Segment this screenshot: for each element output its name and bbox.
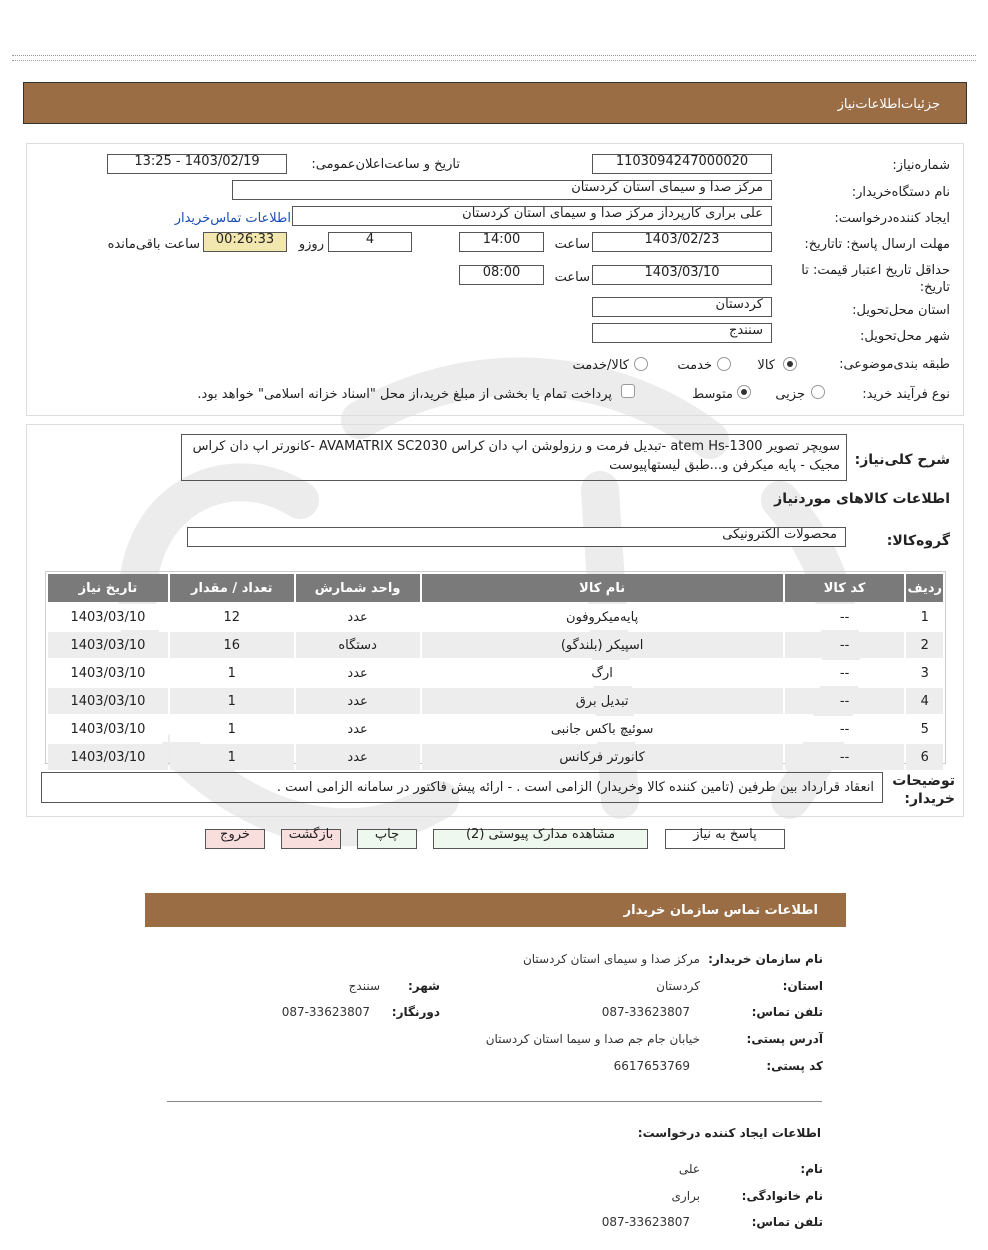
need-number-label: شماره‌نیاز:: [892, 158, 950, 173]
print-button[interactable]: چاپ: [357, 829, 417, 849]
category-label: طبقه بندی‌موضوعی:: [839, 357, 950, 372]
creator-name-label: نام:: [800, 1162, 823, 1176]
category-goods-label: کالا: [757, 358, 775, 373]
table-row: [48, 744, 943, 770]
contact-org-label: نام سازمان خریدار:: [708, 952, 823, 966]
city-field: سنندج: [592, 323, 772, 343]
cell-name: کانورتر فرکانس: [422, 744, 783, 770]
contact-phone-value: 087-33623807: [601, 1005, 690, 1019]
contact-title: اطلاعات تماس سازمان خریدار: [623, 903, 818, 918]
cell-name: تبدیل برق: [422, 688, 783, 714]
cell-qty: 1: [170, 688, 294, 714]
cell-code: --: [785, 688, 905, 714]
contact-fax-label: دورنگار:: [391, 1005, 440, 1019]
contact-city-label: شهر:: [408, 979, 440, 993]
goods-table-frame: [45, 571, 946, 764]
cell-code: --: [785, 632, 905, 658]
cell-date: 1403/03/10: [48, 716, 168, 742]
contact-phone-label: تلفن تماس:: [751, 1005, 823, 1019]
cell-qty: 1: [170, 716, 294, 742]
table-row: [48, 660, 943, 686]
days-label: روزو: [298, 237, 324, 252]
remaining-label: ساعت باقی‌مانده: [107, 237, 200, 252]
cell-unit: عدد: [296, 716, 420, 742]
category-both-radio[interactable]: [634, 357, 648, 371]
description-field: سویچر تصویر atem Hs-1300 -تبدیل فرمت و رزولوشن اپ دان کراس AVAMATRIX SC2030 -کانورتر اپ دان کراس مجیک - پایه میکرفن و...طبق لیستهاپیوست: [181, 434, 847, 481]
col-unit: واحد شمارش: [296, 574, 420, 602]
cell-name: سوئیچ باکس جانبی: [422, 716, 783, 742]
col-qty: تعداد / مقدار: [170, 574, 294, 602]
creator-phone-label: تلفن تماس:: [751, 1215, 823, 1229]
cell-row: 1: [906, 604, 943, 630]
cell-name: اسپیکر (بلندگو): [422, 632, 783, 658]
col-code: کد کالا: [785, 574, 905, 602]
exit-button[interactable]: خروج: [205, 829, 265, 849]
contact-postal-value: 6617653769: [613, 1059, 690, 1073]
contact-province-label: استان:: [782, 979, 823, 993]
province-field: کردستان: [592, 297, 772, 317]
creator-family-value: براری: [671, 1189, 700, 1203]
deadline-time-field: 14:00: [459, 232, 544, 252]
section-divider: [167, 1101, 822, 1102]
cell-row: 5: [906, 716, 943, 742]
creator-family-label: نام خانوادگی:: [741, 1189, 823, 1203]
reply-button[interactable]: پاسخ به نیاز: [665, 829, 785, 849]
contact-address-label: آدرس پستی:: [746, 1032, 823, 1046]
cell-unit: دستگاه: [296, 632, 420, 658]
announce-label: تاریخ و ساعت‌اعلان‌عمومی:: [311, 157, 460, 172]
cell-qty: 1: [170, 744, 294, 770]
col-date: تاریخ نیاز: [48, 574, 168, 602]
cell-row: 6: [906, 744, 943, 770]
goods-table: [46, 572, 945, 772]
buyer-org-field: مرکز صدا و سیمای استان کردستان: [232, 180, 772, 200]
process-medium-label: متوسط: [692, 387, 733, 402]
contact-address-value: خیابان جام جم صدا و سیما استان کردستان: [485, 1032, 700, 1046]
cell-code: --: [785, 604, 905, 630]
category-goods-radio[interactable]: [783, 357, 797, 371]
cell-row: 3: [906, 660, 943, 686]
contact-province-value: کردستان: [656, 979, 700, 993]
process-medium-radio[interactable]: [737, 385, 751, 399]
category-both-label: کالا/خدمت: [572, 358, 629, 373]
process-minor-label: جزیی: [775, 387, 805, 402]
cell-row: 2: [906, 632, 943, 658]
creator-info-title: اطلاعات ایجاد کننده درخواست:: [637, 1126, 821, 1140]
cell-date: 1403/03/10: [48, 604, 168, 630]
province-label: استان محل‌تحویل:: [852, 303, 950, 318]
creator-field: علی براری کارپرداز مرکز صدا و سیمای استان کردستان: [292, 206, 772, 226]
table-row: [48, 688, 943, 714]
creator-phone-value: 087-33623807: [601, 1215, 690, 1229]
creator-label: ایجاد کننده‌درخواست:: [834, 211, 950, 226]
col-name: نام کالا: [422, 574, 783, 602]
table-row: [48, 604, 943, 630]
days-field: 4: [328, 232, 412, 252]
table-row: [48, 716, 943, 742]
deadline-date-field: 1403/02/23: [592, 232, 772, 252]
validity-time-label: ساعت: [554, 270, 590, 285]
cell-unit: عدد: [296, 660, 420, 686]
validity-time-field: 08:00: [459, 265, 544, 285]
contact-fax-value: 087-33623807: [281, 1005, 370, 1019]
cell-unit: عدد: [296, 688, 420, 714]
back-button[interactable]: بازگشت: [281, 829, 341, 849]
creator-name-value: علی: [678, 1162, 700, 1176]
cell-date: 1403/03/10: [48, 660, 168, 686]
description-label: شرح کلی‌نیاز:: [854, 452, 950, 468]
goods-group-field: محصولات الکترونیکی: [187, 527, 846, 547]
cell-row: 4: [906, 688, 943, 714]
buyer-notes-label: توضیحات خریدار:: [892, 773, 955, 807]
attachments-button[interactable]: مشاهده مدارک پیوستی (2): [433, 829, 648, 849]
cell-name: ارگ: [422, 660, 783, 686]
category-service-label: خدمت: [677, 358, 712, 373]
table-row: [48, 632, 943, 658]
treasury-payment-note: پرداخت تمام یا بخشی از مبلغ خرید،از محل "اسناد خزانه اسلامی" خواهد بود.: [197, 387, 612, 402]
cell-name: پایه‌میکروفون: [422, 604, 783, 630]
deadline-time-label: ساعت: [554, 237, 590, 252]
process-label: نوع فرآیند خرید:: [862, 387, 950, 402]
cell-qty: 12: [170, 604, 294, 630]
top-divider: [12, 55, 976, 61]
contact-postal-label: کد پستی:: [766, 1059, 823, 1073]
buyer-contact-link[interactable]: اطلاعات تماس‌خریدار: [174, 211, 291, 226]
contact-city-value: سنندج: [348, 979, 380, 993]
contact-org-value: مرکز صدا و سیمای استان کردستان: [522, 952, 700, 966]
buyer-org-label: نام دستگاه‌خریدار:: [851, 185, 950, 200]
deadline-label: مهلت ارسال پاسخ: تاتاریخ:: [804, 237, 950, 252]
validity-label: حداقل تاریخ اعتبار قیمت: تا تاریخ:: [801, 263, 950, 295]
treasury-payment-checkbox[interactable]: [621, 384, 635, 398]
goods-title: اطلاعات کالاهای موردنیاز: [774, 491, 950, 507]
goods-group-label: گروه‌کالا:: [886, 533, 950, 549]
need-number-field: 1103094247000020: [592, 154, 772, 174]
remaining-time-field: 00:26:33: [203, 232, 287, 252]
cell-unit: عدد: [296, 744, 420, 770]
cell-qty: 16: [170, 632, 294, 658]
buyer-notes-field: انعقاد قرارداد بین طرفین (تامین کننده کالا وخریدار) الزامی است . - ارائه پیش فاکتور در سامانه الزامی است .: [41, 772, 883, 803]
announce-field: 1403/02/19 - 13:25: [107, 154, 287, 174]
page-header: [23, 82, 967, 124]
cell-unit: عدد: [296, 604, 420, 630]
city-label: شهر محل‌تحویل:: [860, 329, 950, 344]
cell-code: --: [785, 744, 905, 770]
validity-date-field: 1403/03/10: [592, 265, 772, 285]
col-row: ردیف: [906, 574, 943, 602]
cell-date: 1403/03/10: [48, 744, 168, 770]
contact-header: [145, 893, 846, 927]
page-title: جزئیات‌اطلاعات‌نیاز: [837, 97, 940, 112]
process-minor-radio[interactable]: [811, 385, 825, 399]
cell-code: --: [785, 716, 905, 742]
cell-date: 1403/03/10: [48, 632, 168, 658]
category-service-radio[interactable]: [717, 357, 731, 371]
cell-date: 1403/03/10: [48, 688, 168, 714]
cell-code: --: [785, 660, 905, 686]
cell-qty: 1: [170, 660, 294, 686]
